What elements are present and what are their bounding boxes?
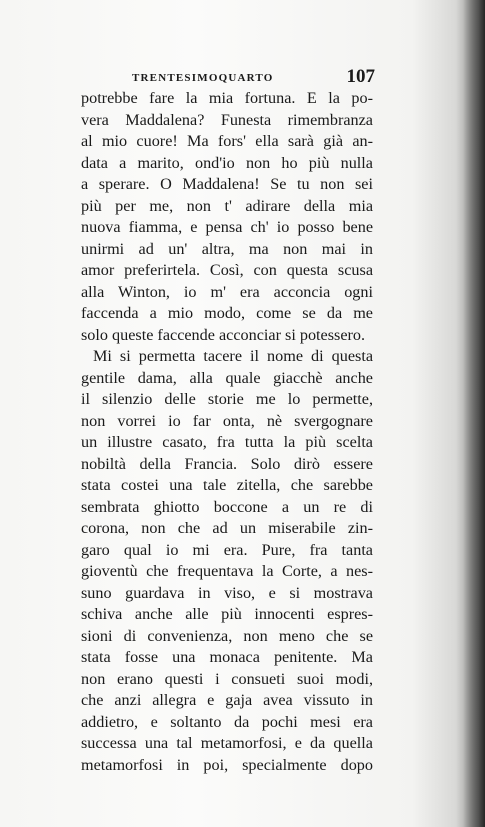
- text-line: corona, non che ad un miserabile zin-: [81, 519, 373, 537]
- text-line: al mio cuore! Ma fors' ella sarà già an-: [81, 132, 373, 150]
- text-line: addietro, e soltanto da pochi mesi era: [81, 712, 373, 731]
- text-line: unirmi ad un' altra, ma non mai in: [81, 239, 373, 258]
- text-line: che anzi allegra e gaja avea vissuto in: [81, 691, 373, 709]
- text-line: sioni di convenienza, non meno che se: [81, 626, 373, 645]
- text-line: più per me, non t' adirare della mia: [81, 196, 373, 215]
- text-line: potrebbe fare la mia fortuna. E la po-: [81, 89, 373, 107]
- text-line: stata fosse una monaca penitente. Ma: [81, 648, 373, 666]
- text-line: gentile dama, alla quale giacchè anche: [81, 368, 373, 387]
- body-text: [81, 88, 373, 776]
- text-line: il silenzio delle storie me lo permette,: [81, 390, 373, 408]
- text-line: non vorrei io far onta, nè svergognare: [81, 411, 373, 430]
- page-gutter-shadow: [463, 0, 485, 827]
- paragraph-last-line: solo queste faccende acconciar si potessero.: [81, 325, 366, 344]
- text-line: un illustre casato, fra tutta la più scelta: [81, 433, 373, 451]
- running-head: TRENTESIMOQUARTO: [132, 72, 274, 84]
- page-number: 107: [346, 66, 375, 87]
- text-line: metamorfosi in poi, specialmente dopo: [81, 755, 373, 774]
- text-line: nobiltà della Francia. Solo dirò essere: [81, 454, 373, 473]
- text-line: suno guardava in viso, e si mostrava: [81, 583, 373, 602]
- text-line: faccenda a mio modo, come se da me: [81, 304, 373, 322]
- text-line: non erano questi i consueti suoi modi,: [81, 669, 373, 688]
- text-line: data a marito, ond'io non ho più nulla: [81, 153, 373, 172]
- text-line: sembrata ghiotto boccone a un re di: [81, 497, 373, 516]
- text-line: alla Winton, io m' era acconcia ogni: [81, 282, 373, 301]
- text-line: amor preferirtela. Così, con questa scusa: [81, 261, 373, 279]
- text-line: vera Maddalena? Funesta rimembranza: [81, 110, 373, 129]
- text-line: schiva anche alle più innocenti espres-: [81, 605, 373, 623]
- text-line: successa una tal metamorfosi, e da quella: [81, 734, 373, 752]
- text-line: nuova fiamma, e pensa ch' io posso bene: [81, 218, 373, 236]
- text-line: a sperare. O Maddalena! Se tu non sei: [81, 175, 373, 193]
- paragraph-first-line: Mi si permetta tacere il nome di questa: [93, 347, 373, 365]
- text-line: garo qual io mi era. Pure, fra tanta: [81, 540, 373, 559]
- text-line: stata costei una tale zitella, che sarebbe: [81, 476, 373, 494]
- text-line: gioventù che frequentava la Corte, a nes-: [81, 562, 373, 580]
- page-header: [132, 66, 375, 88]
